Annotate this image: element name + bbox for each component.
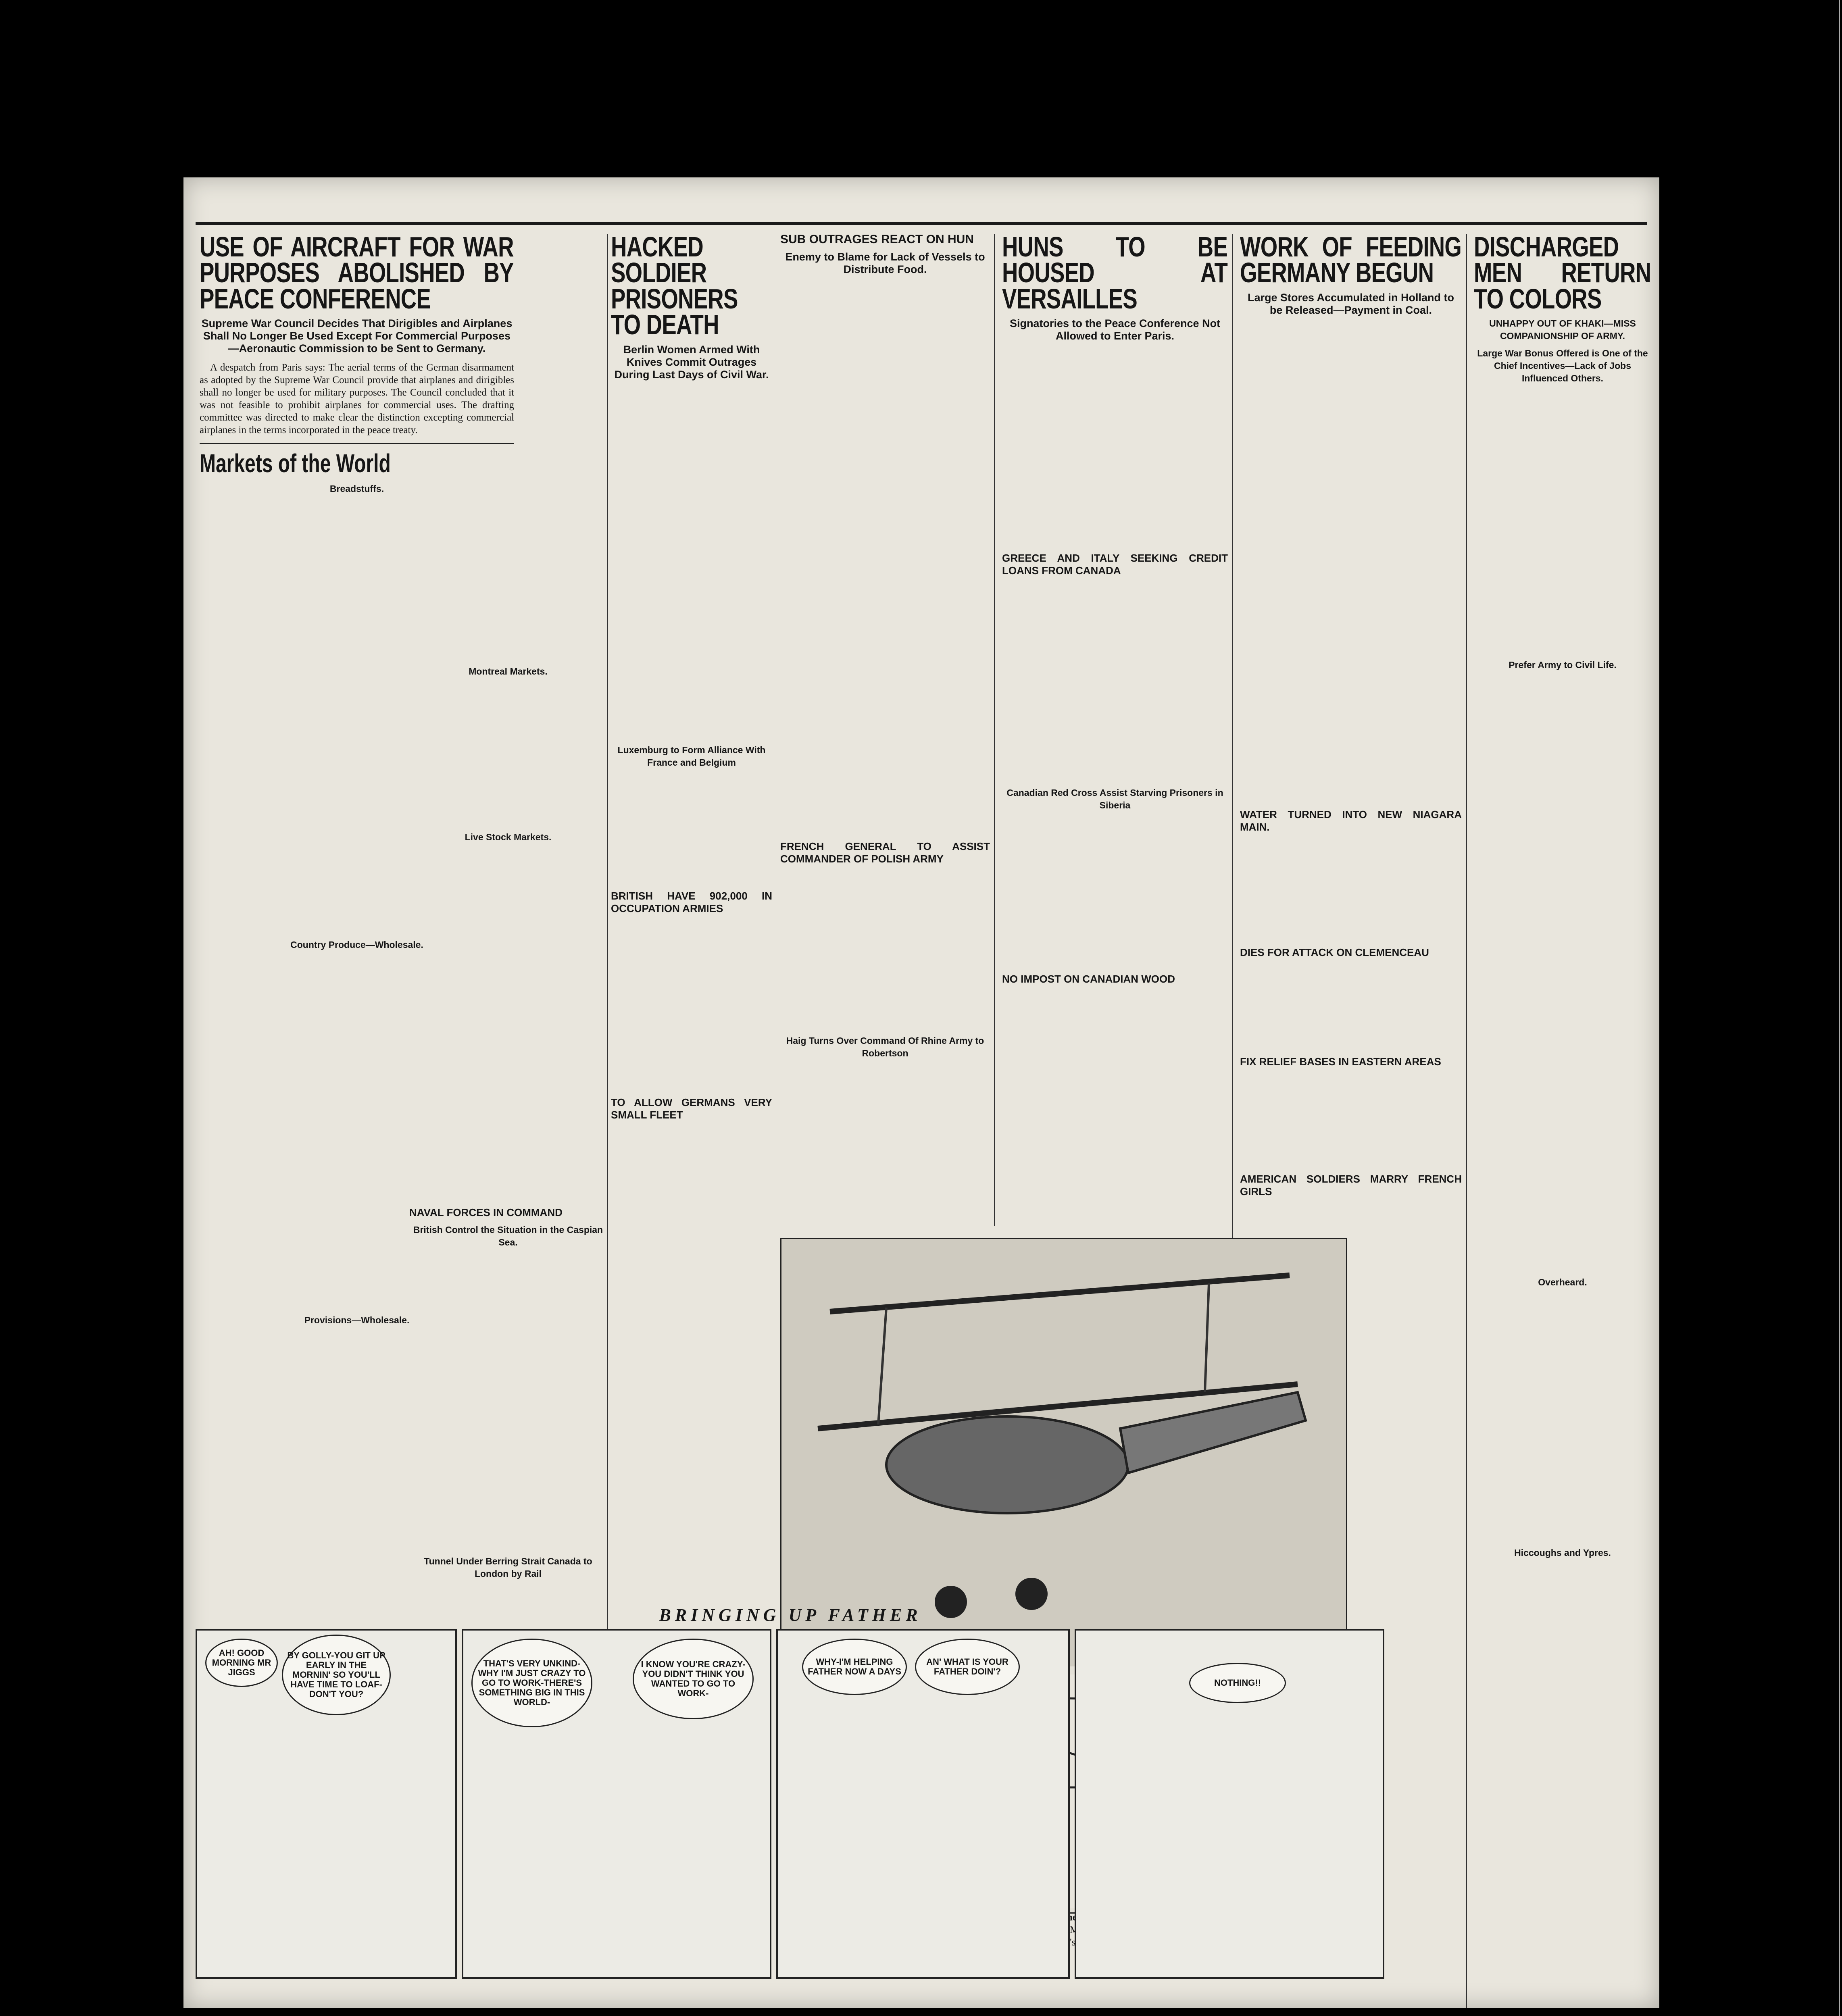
comic-panel-3 <box>776 1629 1070 1979</box>
american-head: AMERICAN SOLDIERS MARRY FRENCH GIRLS <box>1240 1173 1462 1198</box>
greece-head: GREECE AND ITALY SEEKING CREDIT LOANS FROM CANADA <box>1002 552 1228 577</box>
comic-title: BRINGING UP FATHER <box>659 1605 922 1625</box>
speech-bubble: THAT'S VERY UNKIND-WHY I'M JUST CRAZY TO GO TO WORK-THERE'S SOMETHING BIG IN THIS WORLD- <box>471 1639 592 1727</box>
caption-title: the <box>1063 1912 1077 1923</box>
column-hacked-soldier <box>611 234 772 1706</box>
comic-panel-2 <box>462 1629 771 1979</box>
french-general-head: FRENCH GENERAL TO ASSIST COMMANDER OF POLISH ARMY <box>780 840 990 865</box>
prefer-army-head: Prefer Army to Civil Life. <box>1509 660 1617 671</box>
subhead-hacked-soldier: Berlin Women Armed With Knives Commit Outrages During Last Days of Civil War. <box>614 343 769 381</box>
fix-relief-head: FIX RELIEF BASES IN EASTERN AREAS <box>1240 1055 1441 1068</box>
subhead-huns-housed: Signatories to the Peace Conference Not Allowed to Enter Paris. <box>1009 317 1221 342</box>
provisions-head: Provisions—Wholesale. <box>304 1315 410 1326</box>
water-head: WATER TURNED INTO NEW NIAGARA MAIN. <box>1240 808 1462 833</box>
headline-discharged-men: DISCHARGED MEN RETURN TO COLORS <box>1474 234 1651 314</box>
haig-head: Haig Turns Over Command Of Rhine Army to Robertson <box>786 1035 984 1058</box>
country-produce-head: Country Produce—Wholesale. <box>290 939 423 950</box>
comic-strip <box>196 1605 1385 1988</box>
headline-sub-outrages: SUB OUTRAGES REACT ON HUN <box>780 234 974 246</box>
speech-bubble: AN' WHAT IS YOUR FATHER DOIN'? <box>915 1639 1020 1695</box>
luxemburg-head: Luxemburg to Form Alliance With France and Belgium <box>617 744 766 768</box>
newspaper-page <box>183 177 1659 2008</box>
column-sub-outrages <box>780 234 990 1226</box>
speech-bubble: WHY-I'M HELPING FATHER NOW A DAYS <box>802 1639 907 1695</box>
article-aircraft-body: A despatch from Paris says: The aerial terms of the German disarmament as adopted by the Supreme War Council provide that airplanes and dirigibles shall no longer be used for military purposes. The Council concluded that it was not feasible to prohibit airplanes for commercial uses. The drafting committee was directed to make clear the distinction excepting commercial airplanes in the terms incorporated in the peace treaty. <box>200 362 514 436</box>
tunnel-head: Tunnel Under Berring Strait Canada to London by Rail <box>424 1556 592 1579</box>
no-impost-head: NO IMPOST ON CANADIAN WOOD <box>1002 973 1175 985</box>
breadstuffs-head: Breadstuffs. <box>329 483 384 494</box>
speech-bubble: I KNOW YOU'RE CRAZY-YOU DIDN'T THINK YOU WANTED TO GO TO WORK- <box>633 1639 754 1719</box>
speech-bubble: AH! GOOD MORNING MR JIGGS <box>205 1639 278 1687</box>
subhead-feeding-germany: Large Stores Accumulated in Holland to be Released—Payment in Coal. <box>1247 291 1454 316</box>
overheard-head: Overheard. <box>1538 1277 1587 1288</box>
speech-bubble: BY GOLLY-YOU GIT UP EARLY IN THE MORNIN' SO YOU'LL HAVE TIME TO LOAF-DON'T YOU? <box>282 1635 391 1715</box>
red-cross-head: Canadian Red Cross Assist Starving Prisoners in Siberia <box>1006 787 1223 811</box>
naval-subhead: British Control the Situation in the Caspian Sea. <box>413 1225 603 1248</box>
headline-hacked-soldier: HACKED SOLDIER PRISONERS TO DEATH <box>611 234 738 341</box>
to-allow-head: TO ALLOW GERMANS VERY SMALL FLEET <box>611 1096 772 1121</box>
british-have-head: BRITISH HAVE 902,000 IN OCCUPATION ARMIES <box>611 889 772 914</box>
comic-panel-1 <box>196 1629 457 1979</box>
hiccoughs-head: Hiccoughs and Ypres. <box>1514 1547 1611 1558</box>
dies-head: DIES FOR ATTACK ON CLEMENCEAU <box>1240 946 1429 958</box>
separator <box>200 443 514 444</box>
comic-panel-4 <box>1075 1629 1384 1979</box>
column-markets-continued <box>409 649 607 1589</box>
subhead-discharged-men: UNHAPPY OUT OF KHAKI—MISS COMPANIONSHIP OF ARMY. <box>1489 318 1636 342</box>
subhead2-discharged-men: Large War Bonus Offered is One of the Chief Incentives—Lack of Jobs Influenced Others. <box>1477 348 1648 384</box>
speech-bubble: NOTHING!! <box>1189 1663 1286 1703</box>
markets-title: Markets of the World <box>200 449 391 478</box>
column-discharged-men <box>1474 234 1651 2000</box>
headline-feeding-germany: WORK OF FEEDING GERMANY BEGUN <box>1240 234 1462 289</box>
subhead-aircraft: Supreme War Council Decides That Dirigibles and Airplanes Shall No Longer Be Used Except For Commercial Purposes —Aeronautic Commission to be Sent to Germany. <box>201 317 513 355</box>
headline-huns-housed: HUNS TO BE HOUSED AT VERSAILLES <box>1002 234 1228 314</box>
top-rule <box>196 222 1647 225</box>
naval-head: NAVAL FORCES IN COMMAND <box>409 1206 563 1218</box>
subhead-sub-outrages: Enemy to Blame for Lack of Vessels to Distribute Food. <box>785 250 985 275</box>
montreal-head: Montreal Markets. <box>469 666 548 677</box>
headline-aircraft: USE OF AIRCRAFT FOR WAR PURPOSES ABOLISHED BY PEACE CONFERENCE <box>200 234 514 314</box>
live-stock-head: Live Stock Markets. <box>465 832 552 842</box>
